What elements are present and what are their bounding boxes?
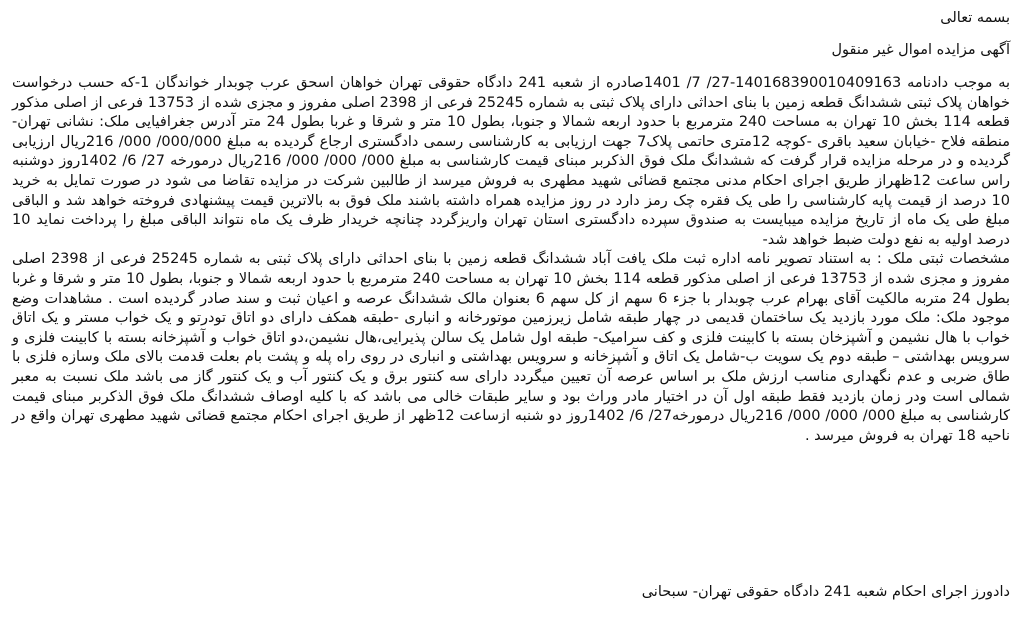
property-details-paragraph: مشخصات ثبتی ملک : به استناد تصویر نامه اداره ثبت ملک یافت آباد ششدانگ قطعه زمین با بنای احداثی دارای پلاک ثبتی به شماره 25245 فرعی از 2398 اصلی مفروز و مجزی شده از 13753 فرعی از اصلی مذکور قطعه 114 بخش 10 تهران به مساحت 240 مترمربع با حدود اربعه شمالا و جنوبا، بطول 10 متر و شرقا و غربا بطول 24 متربه مالکیت آقای بهرام عرب چوبدار با جزء 6 سهم از کل سهم 6 بعنوان مالک ششدانگ عرصه و اعیان ثبت و سند صادر گردیده است . مشاهدات وضع موجود ملک: ملک مورد بازدید یک ساختمان قدیمی در چهار طبقه شامل زیرزمین موتورخانه و انباری -طبقه همکف دارای دو اتاق تودرتو و یک خواب مستر و یک اتاق خواب با هال نشیمن و آشپزخان بسته با کابینت فلزی و کف سرامیک- طبقه اول شامل یک سالن پذیرایی،هال نشیمن،دو اتاق خواب و آشپزخانه بسته با کابینت فلزی و سرویس بهداشتی – طبقه دوم یک سویت ب-شامل یک اتاق و آشپزخانه و سرویس بهداشتی و انباری در روی راه پله و پشت بام بعلت قدمت بالای ملک وسازه فلزی با طاق ضربی و عدم نگهداری مناسب ارزش ملک بر اساس عرصه آن تعیین میگردد دارای سه کنتور برق و یک کنتور آب و یک کنتور گاز می باشد ملک نسبت به معبر شمالی است ودر زمان بازدید فقط طبقه اول آن در اختیار مادر وراث بود و سایر طبقات خالی می باشد که با کلیه اوصاف ششدانگ ملک فوق الذکربر مبنای قیمت کارشناسی به مبلغ 000/ 000/ 000/ 216ریال درمورخه27/ 6/ 1402روز دو شنبه ازساعت 12ظهر از طریق اجرای احکام مجتمع قضائی شهید مطهری تهران واقع در ناحیه 18 تهران به فروش میرسد . <box>12 251 1011 444</box>
invocation-heading: بسمه تعالی <box>940 10 1010 26</box>
notice-title: آگهی مزایده اموال غیر منقول <box>831 42 1010 58</box>
auction-ruling-paragraph: به موجب دادنامه 140168390010409163-27/ 7/ 1401صادره از شعبه 241 دادگاه حقوقی تهران خواهان اسحق عرب چوبدار خواندگان 1-که حسب درخواست خواهان پلاک ثبتی ششدانگ قطعه زمین با بنای احداثی دارای پلاک ثبتی به شماره 25245 فرعی از 2398 اصلی مفروز و مجزی شده از 13753 فرعی از اصلی مذکور قطعه 114 بخش 10 تهران به مساحت 240 مترمربع با حدود اربعه شمالا و جنوبا، بطول 10 متر و شرقا و غربا بطول 24 متر آدرس جغرافیایی ملک: نشانی تهران- منطقه فلاح -خیابان سعید باقری -کوچه 12متری حاتمی پلاک7 جهت ارزیابی به کارشناسی رسمی دادگستری ارجاع گردیده به مبلغ 000/000/ 000/ 216ریال ارزیابی گردیده و در مرحله مزایده قرار گرفت که ششدانگ ملک فوق الذکربر مبنای قیمت کارشناسی به مبلغ 000/ 000/ 000/ 216ریال درمورخه 27/ 6/ 1402روز دوشنبه راس ساعت 12ظهراز طریق اجرای احکام مدنی مجتمع قضائی شهید مطهری به فروش میرسد از طالبین شرکت در مزایده تقاضا می شود در صورت تمایل به خرید 10 درصد از قیمت پایه کارشناسی را طی یک فقره چک رمز دارد در روز مزایده همراه داشته باشند ملک فوق به بالاترین قیمت پیشنهادی فروخته خواهد شد و الباقی مبلغ طی یک ماه از تاریخ مزایده میبایست به صندوق سپرده دادگستری استان تهران واریزگردد چنانچه خریدار ظرف یک ماه نتواند الباقی مبلغ را پرداخت نماید 10 درصد اولیه به نفع دولت ضبط خواهد شد- <box>12 75 1011 248</box>
signature-line: دادورز اجرای احکام شعبه 241 دادگاه حقوقی تهران- سبحانی <box>641 584 1010 600</box>
notice-body <box>12 74 1010 446</box>
